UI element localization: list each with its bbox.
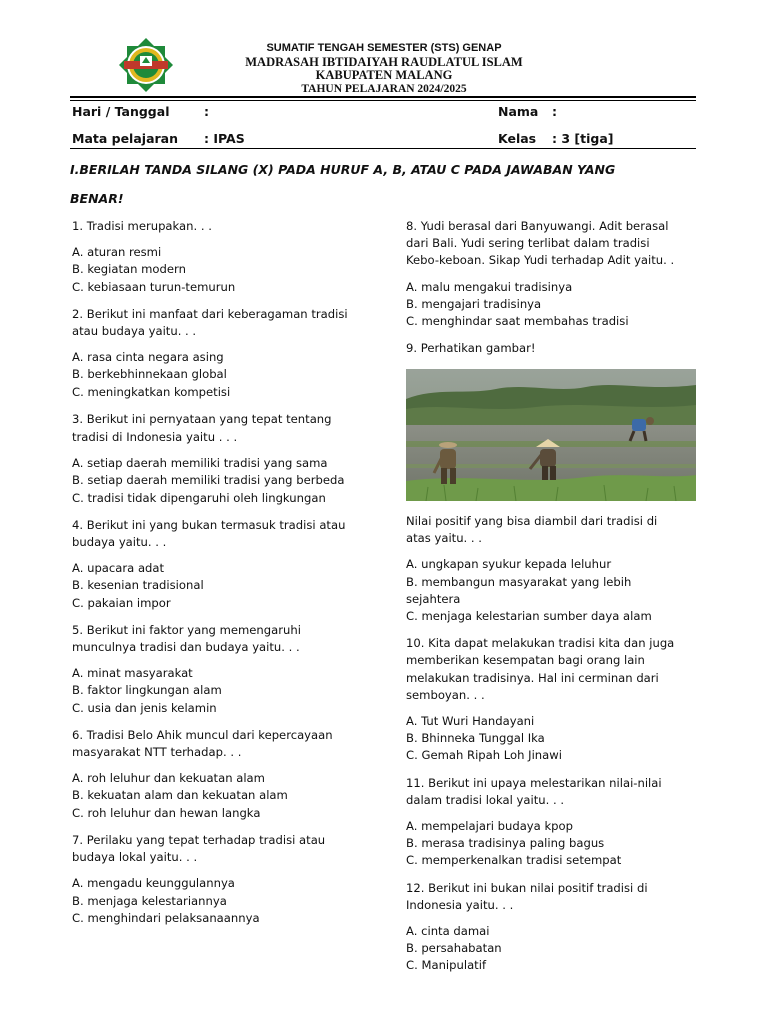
- q5-option-c: C. usia dan jenis kelamin: [72, 700, 217, 715]
- question-9-text: atas yaitu. . .: [406, 531, 482, 546]
- header-school-name: MADRASAH IBTIDAIYAH RAUDLATUL ISLAM: [245, 54, 523, 69]
- question-3: [72, 411, 392, 507]
- header-regency: KABUPATEN MALANG: [315, 68, 453, 82]
- question-9: [406, 340, 706, 357]
- question-10-text: 10. Kita dapat melakukan tradisi kita dan juga: [406, 636, 675, 651]
- question-8-text: 8. Yudi berasal dari Banyuwangi. Adit berasal: [406, 219, 669, 233]
- q4-option-a: A. upacara adat: [72, 561, 165, 576]
- q6-option-b: B. kekuatan alam dan kekuatan alam: [72, 788, 288, 803]
- q11-option-c: C. memperkenalkan tradisi setempat: [406, 853, 622, 868]
- hari-label: Hari / Tanggal: [72, 104, 170, 119]
- question-11-text: 11. Berikut ini upaya melestarikan nilai-nilai: [406, 775, 662, 790]
- question-10-text: memberikan kesempatan bagi orang lain: [406, 653, 645, 668]
- instruction-line-2: BENAR!: [70, 191, 124, 206]
- kelas-value: : 3 [tiga]: [552, 131, 614, 146]
- question-2: [72, 306, 392, 401]
- question-4-text: budaya yaitu. . .: [72, 535, 167, 550]
- q9-option-c: C. menjaga kelestarian sumber daya alam: [406, 609, 652, 624]
- question-4: [72, 517, 392, 612]
- question-8-text: Kebo-keboan. Sikap Yudi terhadap Adit yaitu. .: [406, 253, 675, 268]
- question-11-text: dalam tradisi lokal yaitu. . .: [406, 792, 565, 807]
- kelas-label: Kelas: [498, 131, 537, 146]
- q1-option-c: C. kebiasaan turun-temurun: [72, 279, 236, 294]
- question-3-text: 3. Berikut ini pernyataan yang tepat tentang: [72, 411, 332, 426]
- q8-option-c: C. menghindar saat membahas tradisi: [406, 314, 629, 329]
- question-5: [72, 622, 392, 717]
- question-10-text: melakukan tradisinya. Hal ini cerminan dari: [406, 670, 659, 685]
- question-6-text: masyarakat NTT terhadap. . .: [72, 745, 242, 760]
- question-3-text: tradisi di Indonesia yaitu . . .: [72, 430, 238, 445]
- header-rule-thick: [70, 96, 696, 98]
- question-1: [72, 218, 392, 296]
- question-10-text: semboyan. . .: [406, 687, 485, 702]
- q6-option-c: C. roh leluhur dan hewan langka: [72, 805, 261, 820]
- school-logo: [114, 38, 178, 92]
- q11-option-b: B. merasa tradisinya paling bagus: [406, 836, 605, 851]
- info-rule: [70, 148, 696, 149]
- question-12: [406, 880, 706, 975]
- q8-option-a: A. malu mengakui tradisinya: [406, 279, 573, 294]
- q12-option-b: B. persahabatan: [406, 941, 502, 956]
- question-12-text: 12. Berikut ini bukan nilai positif tradisi di: [406, 880, 648, 895]
- q3-option-b: B. setiap daerah memiliki tradisi yang berbeda: [72, 473, 345, 488]
- q6-option-a: A. roh leluhur dan kekuatan alam: [72, 771, 265, 786]
- q1-option-b: B. kegiatan modern: [72, 262, 186, 277]
- question-9-text: 9. Perhatikan gambar!: [406, 341, 536, 356]
- q2-option-c: C. meningkatkan kompetisi: [72, 384, 231, 399]
- mapel-value: : IPAS: [204, 131, 245, 146]
- q1-option-a: A. aturan resmi: [72, 245, 162, 260]
- q7-option-c: C. menghindari pelaksanaannya: [72, 910, 260, 925]
- question-5-text: 5. Berikut ini faktor yang memengaruhi: [72, 622, 301, 637]
- question-7-text: budaya lokal yaitu. . .: [72, 850, 198, 865]
- q5-option-a: A. minat masyarakat: [72, 666, 193, 681]
- question-4-text: 4. Berikut ini yang bukan termasuk tradisi atau: [72, 517, 346, 532]
- question-8: [406, 218, 706, 330]
- question-12-text: Indonesia yaitu. . .: [406, 897, 514, 912]
- document-header: [190, 42, 578, 96]
- q7-option-a: A. mengadu keunggulannya: [72, 876, 235, 891]
- q4-option-c: C. pakaian impor: [72, 595, 171, 610]
- mapel-label: Mata pelajaran: [72, 131, 178, 146]
- question-2-text: 2. Berikut ini manfaat dari keberagaman tradisi: [72, 306, 348, 321]
- q5-option-b: B. faktor lingkungan alam: [72, 683, 222, 698]
- question-6: [72, 727, 392, 822]
- question-7-text: 7. Perilaku yang tepat terhadap tradisi atau: [72, 832, 326, 847]
- question-6-text: 6. Tradisi Belo Ahik muncul dari kepercayaan: [72, 727, 333, 742]
- q10-option-a: A. Tut Wuri Handayani: [406, 714, 535, 729]
- question-8-text: dari Bali. Yudi sering terlibat dalam tradisi: [406, 236, 650, 251]
- q4-option-b: B. kesenian tradisional: [72, 578, 204, 593]
- rice-field-farmers-photo: [406, 369, 696, 501]
- header-rule-thin: [70, 100, 696, 101]
- q9-option-a: A. ungkapan syukur kepada leluhur: [406, 557, 612, 572]
- q9-option-b: B. membangun masyarakat yang lebih: [406, 574, 632, 589]
- q2-option-a: A. rasa cinta negara asing: [72, 350, 224, 365]
- q9-option-b: sejahtera: [406, 591, 461, 606]
- instruction-line-1: I.BERILAH TANDA SILANG (X) PADA HURUF A, B, ATAU C PADA JAWABAN YANG: [70, 162, 616, 177]
- q3-option-c: C. tradisi tidak dipengaruhi oleh lingkungan: [72, 490, 326, 505]
- header-exam-title: SUMATIF TENGAH SEMESTER (STS) GENAP: [266, 42, 502, 54]
- q7-option-b: B. menjaga kelestariannya: [72, 893, 227, 908]
- q2-option-b: B. berkebhinnekaan global: [72, 367, 227, 382]
- q12-option-c: C. Manipulatif: [406, 958, 487, 973]
- right-column-bottom: [406, 513, 706, 985]
- q10-option-b: B. Bhinneka Tunggal Ika: [406, 731, 545, 746]
- question-5-text: munculnya tradisi dan budaya yaitu. . .: [72, 640, 300, 655]
- question-11: [406, 775, 706, 870]
- q3-option-a: A. setiap daerah memiliki tradisi yang sama: [72, 456, 328, 471]
- q10-option-c: C. Gemah Ripah Loh Jinawi: [406, 748, 562, 763]
- left-column: [72, 218, 392, 937]
- question-9-continued: [406, 513, 706, 625]
- right-column-top: [406, 218, 706, 366]
- question-7: [72, 832, 392, 927]
- hari-value: :: [204, 104, 209, 119]
- nama-label: Nama: [498, 104, 539, 119]
- header-academic-year: TAHUN PELAJARAN 2024/2025: [301, 82, 467, 95]
- question-9-text: Nilai positif yang bisa diambil dari tradisi di: [406, 514, 658, 528]
- question-2-text: atau budaya yaitu. . .: [72, 324, 197, 339]
- q11-option-a: A. mempelajari budaya kpop: [406, 819, 573, 834]
- nama-value: :: [552, 104, 557, 119]
- question-10: [406, 635, 706, 764]
- q12-option-a: A. cinta damai: [406, 924, 490, 939]
- q8-option-b: B. mengajari tradisinya: [406, 296, 542, 311]
- question-1-text: 1. Tradisi merupakan. . .: [72, 219, 212, 233]
